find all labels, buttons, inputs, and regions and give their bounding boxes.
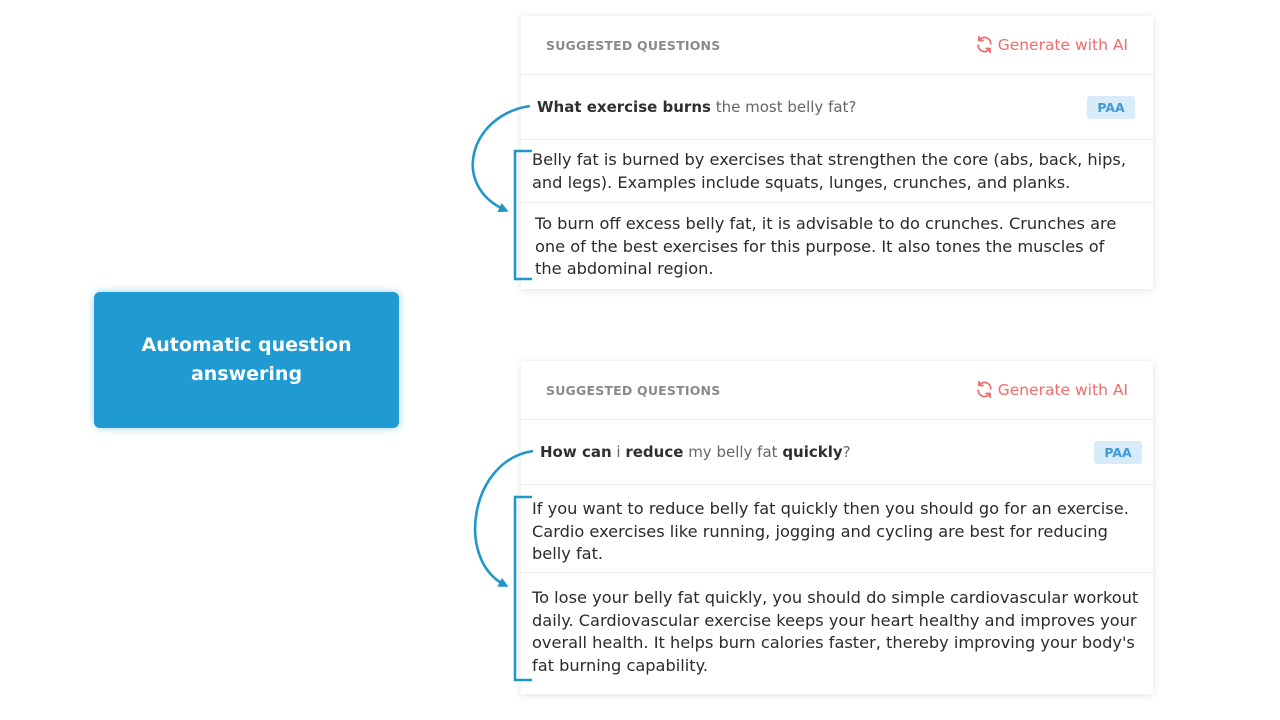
panel-title: SUGGESTED QUESTIONS (546, 383, 721, 398)
question-text (540, 443, 851, 461)
paa-badge: PAA (1094, 441, 1142, 464)
panel-title: SUGGESTED QUESTIONS (546, 38, 721, 53)
question-rest: i (611, 443, 626, 461)
paa-badge: PAA (1087, 96, 1135, 119)
answer-text: Belly fat is burned by exercises that strengthen the core (abs, back, hips, and legs). Examples include squats, lunges, crunches, and planks. (532, 150, 1126, 192)
refresh-icon (975, 35, 994, 54)
answer-text: To burn off excess belly fat, it is advisable to do crunches. Crunches are one of the best exercises for this purpose. It also tones the muscles of the abdominal region. (535, 214, 1117, 278)
generate-with-ai-button[interactable] (975, 380, 1128, 399)
answer-text: To lose your belly fat quickly, you should do simple cardiovascular workout daily. Cardiovascular exercise keeps your heart healthy and improves your overall health. It helps burn calories faster, thereby improving your body's fat burning capability. (532, 588, 1139, 675)
feature-label: Automatic question answering (141, 334, 352, 385)
refresh-icon (975, 380, 994, 399)
question-keyword: How can (540, 443, 612, 461)
feature-callout (94, 292, 399, 428)
question-text (537, 98, 856, 116)
answer-divider (521, 202, 1153, 203)
suggested-questions-panel (521, 361, 1153, 694)
generate-with-ai-button[interactable] (975, 35, 1128, 54)
question-row[interactable] (521, 75, 1153, 140)
panel-header (521, 361, 1153, 420)
question-rest: my belly fat (683, 443, 783, 461)
question-rest: ? (842, 443, 851, 461)
question-row[interactable] (521, 420, 1153, 485)
question-rest: the most belly fat? (710, 98, 857, 116)
question-keyword: reduce (625, 443, 684, 461)
answer-text: If you want to reduce belly fat quickly then you should go for an exercise. Cardio exercises like running, jogging and cycling are best for reducing belly fat. (532, 499, 1129, 563)
question-keyword: What exercise burns (537, 98, 711, 116)
question-keyword: quickly (782, 443, 843, 461)
panel-header (521, 16, 1153, 75)
generate-label: Generate with AI (997, 35, 1128, 54)
answer-divider (521, 572, 1153, 573)
suggested-questions-panel (521, 16, 1153, 289)
generate-label: Generate with AI (997, 380, 1128, 399)
